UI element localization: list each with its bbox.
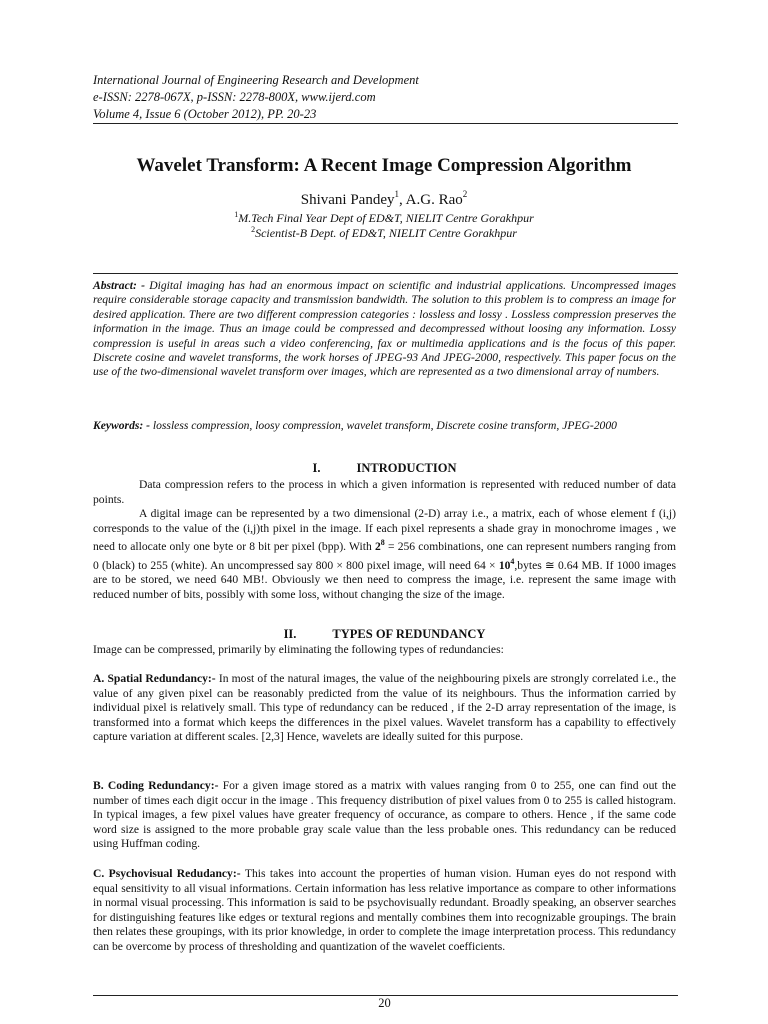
author-line	[60, 189, 708, 209]
author-affil-mark: 2	[462, 189, 468, 199]
paragraph	[93, 507, 676, 602]
math-base: 2	[374, 540, 381, 554]
paragraph-label: A. Spatial Redundancy:-	[93, 672, 219, 685]
affil-mark: 2	[251, 225, 256, 234]
paper-title: Wavelet Transform: A Recent Image Compression Algorithm	[136, 155, 632, 176]
math-exponent: 8	[380, 538, 385, 548]
paragraph: Image can be compressed, primarily by eliminating the following types of redundancies:	[93, 643, 504, 656]
abstract-rule	[93, 273, 678, 274]
journal-header	[93, 72, 683, 123]
abstract-text: Digital imaging has had an enormous impact on scientific and industrial applications. Uncompressed images require considerable storage capacity and transmission bandwidth. The solution to this problem is to compress an image for desired application. There are two different compression categories : lossless and lossy . Lossless compression preserves the information in the image. Thus an image could be compressed and decompressed without loosing any information. Lossy compression is useful in areas such a video conferencing, fax or multimedia applications and is the focus of this paper. Discrete cosine and wavelet transforms, the work horses of JPEG-93 And JPEG-2000, respectively. This paper focus on the use of the two-dimensional wavelet transform over images, which are represented as a two dimensional array of numbers.	[93, 279, 676, 379]
author-name: Shivani Pandey	[300, 192, 395, 208]
abstract	[93, 279, 676, 380]
keywords-text: lossless compression, loosy compression, wavelet transform, Discrete cosine transform, JPEG-2000	[152, 419, 617, 432]
section-title: TYPES OF REDUNDANCY	[332, 627, 486, 641]
introduction-body	[93, 478, 676, 602]
psychovisual-redundancy-paragraph	[93, 867, 676, 955]
paragraph-text: For a given image stored as a matrix with values ranging from 0 to 255, one can find out the number of times each digit occur in the image . This frequency distribution of pixel values from 0 to 255 is called histogram. In typical images, a few pixel values have greater frequency of occurance, as compare to others. Hence , if the same code word size is assigned to the more probable gray scale value than the less probable ones. This redundancy can be reduced using Huffman coding.	[93, 779, 676, 851]
paragraph-label: B. Coding Redundancy:-	[93, 779, 223, 792]
affiliation	[60, 210, 708, 226]
page-number: 20	[378, 996, 391, 1010]
journal-issn: e-ISSN: 2278-067X, p-ISSN: 2278-800X, www.ijerd.com	[93, 90, 376, 104]
author-name: A.G. Rao	[405, 192, 463, 208]
author-affil-mark: 1	[394, 189, 399, 199]
abstract-label: Abstract: -	[93, 279, 150, 292]
section-heading-introduction	[93, 461, 676, 476]
keywords-label: Keywords: -	[93, 419, 153, 432]
journal-name: International Journal of Engineering Research and Development	[93, 73, 419, 87]
affiliation	[60, 225, 708, 241]
paragraph-text: In most of the natural images, the value of the neighbouring pixels are strongly correlated i.e., the value of any given pixel can be reasonably predicted from the value of its neighbours. Thus the information carried by individual pixel is relatively small. This type of redundancy can be reduced , if the 2-D array representation of the image, is transformed into a format which keeps the differences in the pixel values. Wavelet transform has a capability to effectively capture variation at different scales. [2,3] Hence, wavelets are ideally suited for this purpose.	[93, 672, 676, 744]
paragraph: Data compression refers to the process in which a given information is represented with reduced number of data points.	[93, 478, 676, 506]
spatial-redundancy-paragraph	[93, 672, 676, 745]
affil-text: Scientist-B Dept. of ED&T, NIELIT Centre Gorakhpur	[255, 226, 517, 240]
paragraph-text: = 256 combinations, one can represent numbers ranging from 0 (black) to 255 (white). An uncompressed say 800 × 800 pixel image, will need 64 ×	[93, 540, 676, 572]
section-number: I.	[312, 461, 321, 475]
section-number: II.	[283, 627, 297, 641]
section-title: INTRODUCTION	[356, 461, 457, 475]
header-rule	[93, 123, 678, 124]
keywords	[93, 419, 676, 433]
paragraph-text: A digital image can be represented by a two dimensional (2-D) array i.e., a matrix, each of whose element f (i,j) corresponds to the value of the (i,j)th pixel in the image. If each pixel represents a shade gray in monochrome images , we need to allocate only one byte or 8 bit per pixel (bpp). With	[93, 507, 676, 554]
math-exponent: 4	[510, 556, 515, 566]
paragraph-text: ,bytes ≅ 0.64 MB. If 1000 images are to be stored, we need 640 MB!. Obviously we then need to compress the image, i.e. represent the same image with reduced number of bits, possibly with some loss, without changing the size of the image.	[93, 558, 676, 601]
coding-redundancy-paragraph	[93, 779, 676, 852]
affil-text: M.Tech Final Year Dept of ED&T, NIELIT Centre Gorakhpur	[238, 211, 534, 225]
math-base: 10	[498, 558, 511, 572]
journal-volume: Volume 4, Issue 6 (October 2012), PP. 20-23	[93, 107, 317, 121]
author-separator: ,	[398, 192, 406, 208]
paragraph-label: C. Psychovisual Redudancy:-	[93, 867, 245, 880]
section-heading-redundancy	[93, 627, 676, 642]
paragraph-text: This takes into account the properties of human vision. Human eyes do not respond with equal sensitivity to all visual informations. Certain information has less relative importance as compare to other informations in normal visual processing. This information is said to be psychovisually redundant. Broadly speaking, an observer searches for distinguishing features like edges or textural regions and mentally combines them into recognizable groupings. The brain then relates these groupings, with its prior knowledge, in order to complete the image interpretation process. This redundancy can be overcome by process of thresholding and quantization of the wavelet coefficients.	[93, 867, 677, 953]
affil-mark: 1	[234, 210, 239, 219]
